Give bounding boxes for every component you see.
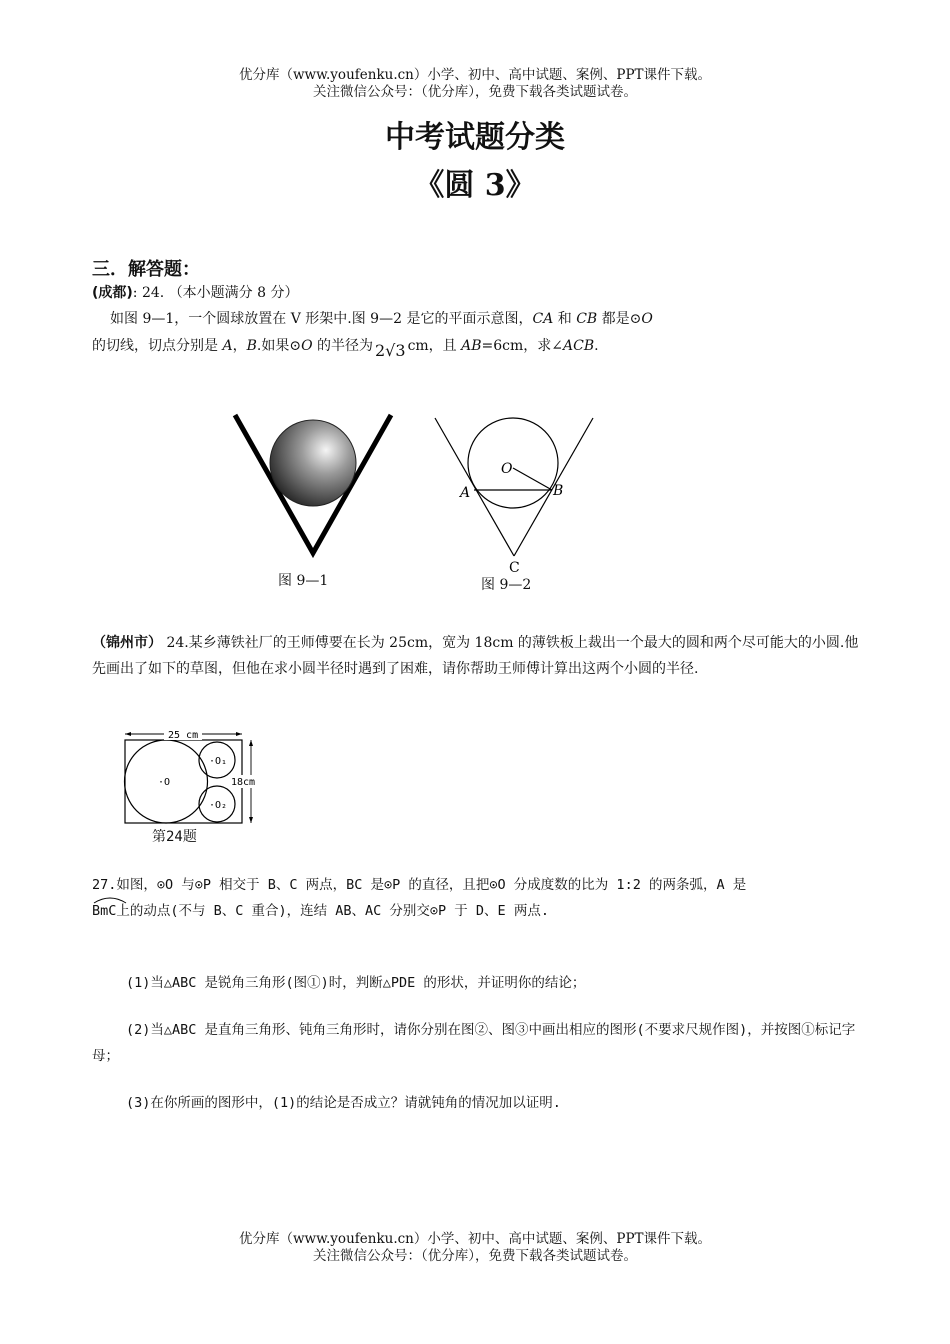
header-line-1: 优分库（www.youfenku.cn）小学、初中、高中试题、案例、PPT课件下载。: [238, 67, 712, 83]
footer-line-1: 优分库（www.youfenku.cn）小学、初中、高中试题、案例、PPT课件下载。: [238, 1231, 712, 1247]
question-27-line1: 27.如图，⊙O 与⊙P 相交于 B、C 两点，BC 是⊙P 的直径，且把⊙O 分成度数的比为 1:2 的两条弧，A 是: [92, 877, 747, 893]
text-segment: cm，且: [407, 338, 462, 354]
text-segment: .如果⊙: [256, 338, 302, 354]
footer-line-2: 关注微信公众号：（优分库），免费下载各类试题试卷。: [313, 1248, 637, 1264]
label-ab: AB: [461, 338, 482, 354]
label-a: A: [460, 485, 471, 501]
question-number: : 24.: [132, 285, 165, 301]
question-source: (成都): [92, 285, 133, 301]
figure-9-1-caption: 图 9—1: [278, 573, 329, 589]
question-source: （锦州市）: [92, 635, 162, 651]
text-segment: 上的动点(不与 B、C 重合)，连结 AB、AC 分别交⊙P 于 D、E 两点.: [116, 903, 549, 919]
page-subtitle: 《圆 3》: [414, 168, 536, 203]
question-text: 24.某乡薄铁社厂的王师傅要在长为 25cm，宽为 18cm 的薄铁板上裁出一个最大的圆和两个尽可能大的小圆.他先画出了如下的草图，但他在求小圆半径时遇到了困难，请你帮助王师傅计算出这两个小圆的半径.: [92, 635, 859, 677]
label-o1: ·O₁: [209, 756, 228, 767]
label-o: ·O: [158, 777, 171, 788]
question-chengdu-line1: [92, 306, 862, 332]
header-line-2: 关注微信公众号：（优分库），免费下载各类试题试卷。: [313, 84, 637, 100]
figure-24-caption: 第24题: [152, 829, 197, 845]
text-segment: 的切线，切点分别是: [92, 338, 223, 354]
label-o: O: [301, 338, 313, 354]
figure-9-1: [225, 410, 400, 560]
question-note: （本小题满分 8 分）: [168, 285, 299, 301]
arrow-right: [236, 732, 242, 736]
label-o: O: [641, 311, 653, 327]
arrow-bottom: [249, 817, 253, 823]
question-27: [92, 872, 872, 924]
label-a: A: [222, 338, 233, 354]
ball: [270, 420, 356, 506]
question-27-line2: [92, 898, 872, 924]
figure-9-2-caption: 图 9—2: [481, 577, 532, 593]
question-chengdu-line2: [92, 332, 862, 359]
label-c: C: [509, 560, 520, 575]
label-o: O: [501, 461, 513, 477]
text-segment: 如图 9—1，一个圆球放置在 V 形架中.图 9—2 是它的平面示意图，: [110, 311, 533, 327]
radius-value: 2√3: [375, 341, 406, 360]
page-title: 中考试题分类: [385, 120, 565, 155]
arc-mark: [92, 896, 128, 904]
arc-label: BmC: [92, 903, 117, 919]
question-27-part-1: (1)当△ABC 是锐角三角形(图①)时，判断△PDE 的形状，并证明你的结论；: [126, 975, 586, 991]
arc-bmc: [92, 898, 116, 924]
question-27-part-3: (3)在你所画的图形中，(1)的结论是否成立？请就钝角的情况加以证明.: [126, 1095, 561, 1111]
label-b: B: [553, 483, 564, 499]
question-27-part-2: (2)当△ABC 是直角三角形、钝角三角形时，请你分别在图②、图③中画出相应的图形(不要求尺规作图)，并按图①标记字母；: [92, 1022, 856, 1064]
text-segment: =6cm，求∠: [481, 338, 564, 354]
arrow-left: [125, 732, 131, 736]
text-segment: 的半径为: [312, 338, 373, 354]
figure-9-2: [425, 410, 610, 575]
label-ca: CA: [532, 311, 554, 327]
width-label: 25 cm: [168, 730, 199, 741]
text-segment: ，: [232, 338, 247, 354]
circle-o: [468, 418, 558, 508]
question-jinzhou: [92, 630, 867, 682]
question-chengdu-title: [92, 280, 862, 306]
arrow-top: [249, 740, 253, 746]
label-o2: ·O₂: [209, 800, 228, 811]
question-chengdu: [92, 280, 862, 359]
section-heading: 三．解答题：: [92, 259, 200, 280]
radius-ob: [513, 468, 552, 490]
label-cb: CB: [576, 311, 598, 327]
label-acb: ACB: [563, 338, 595, 354]
label-b: B: [246, 338, 257, 354]
height-label: 18cm: [231, 777, 256, 788]
text-segment: 和: [553, 311, 577, 327]
text-segment: 都是⊙: [597, 311, 642, 327]
text-segment: .: [594, 338, 599, 354]
